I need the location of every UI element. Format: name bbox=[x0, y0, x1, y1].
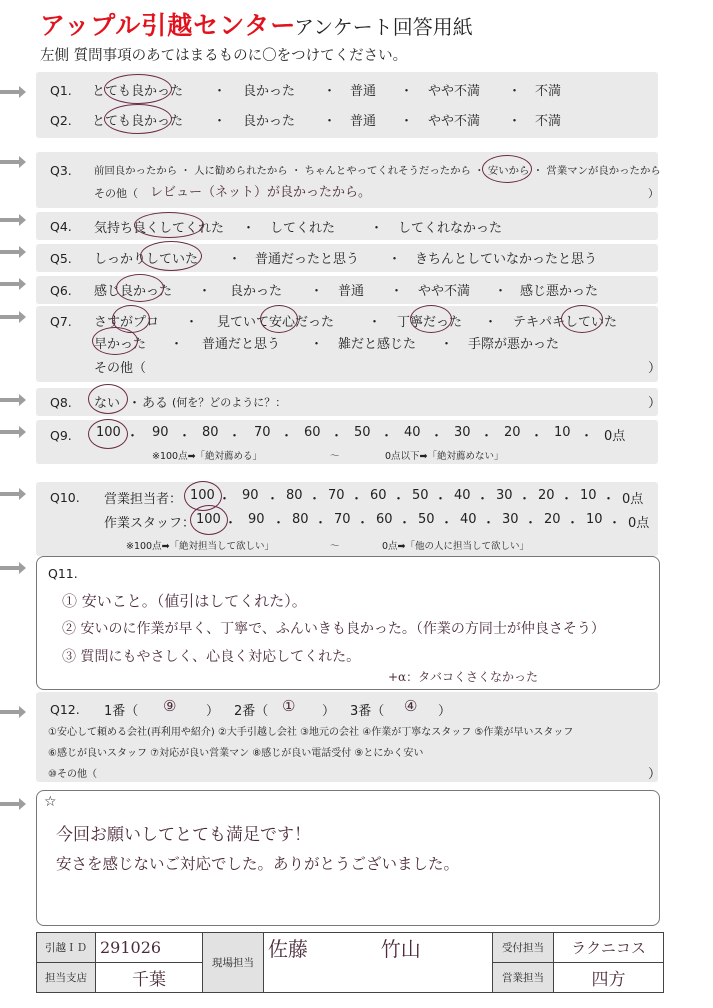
q10-staff-score[interactable]: 0点 bbox=[628, 516, 650, 531]
q6-label: Q6. bbox=[50, 283, 72, 298]
q8-prompt: (何を？どのように？： bbox=[172, 396, 287, 409]
q12-rank1-label: 1番（ bbox=[104, 704, 139, 719]
answer-circle bbox=[134, 212, 204, 238]
q1-option[interactable]: 普通 bbox=[350, 84, 377, 99]
q12-rank2-label: 2番（ bbox=[234, 704, 269, 719]
q4-option[interactable]: してくれた bbox=[270, 221, 336, 236]
q9-note-right: 0点以下➡「絶対薦めない」 bbox=[385, 451, 504, 462]
q12-label: Q12. bbox=[50, 702, 80, 717]
q11-answer-2: ② 安いのに作業が早く、丁寧で、ふんいきも良かった。（作業の方同士が仲良さそう） bbox=[62, 621, 605, 637]
margin-arrow-icon bbox=[0, 282, 20, 286]
brand-logo-text: アップル引越センター bbox=[40, 11, 297, 40]
q1-option[interactable]: やや不満 bbox=[428, 84, 481, 99]
site-staff-label: 現場担当 bbox=[203, 933, 264, 993]
q3-other-answer: レビュー（ネット）が良かったから。 bbox=[150, 185, 372, 200]
margin-arrow-icon bbox=[0, 802, 20, 806]
comment-line-2: 安さを感じないご対応でした。ありがとうございました。 bbox=[56, 855, 460, 873]
q10-label: Q10. bbox=[50, 490, 80, 505]
q10-sales-score[interactable]: 50 bbox=[412, 488, 429, 503]
margin-arrow-icon bbox=[0, 315, 20, 319]
q4-label: Q4. bbox=[50, 219, 72, 234]
answer-circle bbox=[260, 305, 298, 333]
q10-sales-score[interactable]: 20 bbox=[538, 488, 555, 503]
answer-circle bbox=[104, 74, 172, 104]
q10-sales-score[interactable]: 80 bbox=[286, 488, 303, 503]
q9-score[interactable]: 20 bbox=[504, 425, 521, 440]
margin-arrow-icon bbox=[0, 160, 20, 164]
q7-option[interactable]: 早かった bbox=[94, 337, 147, 352]
q11-answer-1: ① 安いこと。（値引はしてくれた）。 bbox=[62, 592, 307, 610]
q11-answer-4: +α：タバコくさくなかった bbox=[388, 670, 539, 684]
q12-rank3-answer: ④ bbox=[404, 697, 418, 715]
q10-staff-score[interactable]: 10 bbox=[586, 512, 603, 527]
q7-option[interactable]: 雑だと感じた bbox=[338, 337, 417, 352]
q8-option-nai[interactable]: ない bbox=[94, 396, 121, 411]
margin-arrow-icon bbox=[0, 492, 20, 496]
q5-option[interactable]: 普通だったと思う bbox=[255, 252, 360, 267]
answer-circle bbox=[190, 505, 228, 535]
margin-arrow-icon bbox=[0, 90, 20, 94]
q12-rank3-close: ） bbox=[438, 704, 452, 719]
q3-options[interactable]: 前回良かったから ・ 人に勧められたから ・ ちゃんとやってくれそうだったから ・ 安いから ・ 営業マンが良かったから bbox=[94, 165, 661, 177]
q9-score[interactable]: 50 bbox=[354, 425, 371, 440]
q10-note-mid: 〜 bbox=[330, 541, 340, 552]
q11-label: Q11. bbox=[48, 566, 78, 581]
q7-other-label: その他（ bbox=[94, 361, 147, 376]
q10-staff-score[interactable]: 100 bbox=[196, 512, 221, 527]
q10-sales-score[interactable]: 30 bbox=[496, 488, 513, 503]
comment-line-1: 今回お願いしてとても満足です！ bbox=[56, 825, 311, 845]
q3-label: Q3. bbox=[50, 163, 72, 178]
q8-option-aru[interactable]: ある bbox=[142, 396, 169, 411]
margin-arrow-icon bbox=[0, 218, 20, 222]
move-id-value: 291026 bbox=[96, 933, 203, 963]
q11-answer-3: ③ 質問にもやさしく、心良く対応してくれた。 bbox=[62, 649, 361, 665]
q9-score[interactable]: 100 bbox=[96, 425, 121, 440]
q12-rank3-label: 3番（ bbox=[350, 704, 385, 719]
q7-option[interactable]: さすがプロ bbox=[94, 315, 160, 330]
site-staff-value-1: 佐藤 bbox=[268, 937, 308, 961]
answer-circle bbox=[104, 104, 172, 134]
q7-option[interactable]: 手際が悪かった bbox=[468, 337, 560, 352]
q9-score[interactable]: 60 bbox=[304, 425, 321, 440]
q10-staff-label: 作業スタッフ： bbox=[104, 516, 196, 531]
q3-other-label: その他（ bbox=[94, 187, 138, 200]
margin-arrow-icon bbox=[0, 250, 20, 254]
q10-staff-score[interactable]: 90 bbox=[248, 512, 265, 527]
q2-option[interactable]: 普通 bbox=[350, 114, 377, 129]
q12-rank2-close: ） bbox=[322, 704, 336, 719]
q1-option[interactable]: 良かった bbox=[243, 84, 296, 99]
q10-sales-label: 営業担当者： bbox=[104, 492, 183, 507]
answer-circle bbox=[116, 274, 164, 302]
q5-label: Q5. bbox=[50, 251, 72, 266]
office-use-table bbox=[36, 932, 664, 993]
q2-option[interactable]: 良かった bbox=[243, 114, 296, 129]
q7-option[interactable]: 見ていて安心だった bbox=[217, 315, 335, 330]
q10-sales-score[interactable]: 60 bbox=[370, 488, 387, 503]
sales-staff-label: 営業担当 bbox=[493, 963, 554, 993]
q10-note-left: ※100点➡「絶対担当して欲しい」 bbox=[126, 541, 275, 552]
instruction-text: 左側 質問事項のあてはまるものに〇をつけてください。 bbox=[40, 48, 408, 64]
answer-circle bbox=[482, 155, 532, 183]
q9-note-mid: 〜 bbox=[330, 451, 340, 462]
answer-circle bbox=[561, 305, 603, 333]
q12-other-close: ） bbox=[648, 767, 662, 782]
q9-score[interactable]: 10 bbox=[554, 425, 571, 440]
q2-option[interactable]: やや不満 bbox=[428, 114, 481, 129]
q10-sales-score[interactable]: 40 bbox=[454, 488, 471, 503]
form-title: アンケート回答用紙 bbox=[294, 15, 473, 39]
q9-score[interactable]: 90 bbox=[152, 425, 169, 440]
q2-label: Q2. bbox=[50, 113, 72, 128]
q9-label: Q9. bbox=[50, 428, 72, 443]
branch-label: 担当支店 bbox=[37, 963, 96, 993]
answer-circle bbox=[88, 384, 128, 414]
q6-option[interactable]: やや不満 bbox=[418, 284, 471, 299]
margin-arrow-icon bbox=[0, 566, 20, 570]
answer-circle bbox=[92, 327, 138, 355]
q10-staff-score[interactable]: 60 bbox=[376, 512, 393, 527]
q5-option[interactable]: きちんとしていなかったと思う bbox=[415, 252, 598, 267]
q9-note-left: ※100点➡「絶対薦める」 bbox=[152, 451, 263, 462]
q6-option[interactable]: 感じ良かった bbox=[94, 284, 173, 299]
margin-arrow-icon bbox=[0, 398, 20, 402]
q4-option[interactable]: 気持ち良くしてくれた bbox=[94, 221, 225, 236]
q1-option[interactable]: とても良かった bbox=[92, 84, 184, 99]
q2-option[interactable]: とても良かった bbox=[92, 114, 184, 129]
q10-sales-score[interactable]: 90 bbox=[242, 488, 259, 503]
sales-staff-value: 四方 bbox=[554, 963, 664, 993]
q7-option[interactable]: 普通だと思う bbox=[202, 337, 281, 352]
q7-option[interactable]: 丁寧だった bbox=[397, 315, 463, 330]
margin-arrow-icon bbox=[0, 430, 20, 434]
q12-rank2-answer: ① bbox=[282, 697, 296, 715]
q9-score[interactable]: 70 bbox=[254, 425, 271, 440]
q7-label: Q7. bbox=[50, 314, 72, 329]
q8-label: Q8. bbox=[50, 395, 72, 410]
q12-rank1-answer: ⑨ bbox=[163, 697, 177, 715]
answer-circle bbox=[88, 419, 128, 449]
q10-staff-score[interactable]: 50 bbox=[418, 512, 435, 527]
move-id-label: 引越ＩＤ bbox=[37, 933, 96, 963]
margin-arrow-icon bbox=[0, 710, 20, 714]
q5-option[interactable]: しっかりしていた bbox=[94, 252, 199, 267]
q6-option[interactable]: 良かった bbox=[230, 284, 283, 299]
answer-circle bbox=[140, 241, 202, 271]
q10-staff-score[interactable]: 30 bbox=[502, 512, 519, 527]
reception-value: ラクニコス bbox=[554, 933, 664, 963]
q2-option[interactable]: 不満 bbox=[535, 114, 562, 129]
q9-score[interactable]: 80 bbox=[202, 425, 219, 440]
q10-sales-score[interactable]: 10 bbox=[580, 488, 597, 503]
q12-choices-line3: ⑩その他（ bbox=[48, 769, 97, 780]
site-staff-value-2: 竹山 bbox=[380, 937, 421, 961]
q1-option[interactable]: 不満 bbox=[535, 84, 562, 99]
q1-label: Q1. bbox=[50, 83, 72, 98]
q10-note-right: 0点➡「他の人に担当して欲しい」 bbox=[382, 541, 530, 552]
star-icon: ☆ bbox=[44, 794, 57, 810]
q7-other-close: ） bbox=[648, 361, 662, 376]
reception-label: 受付担当 bbox=[493, 933, 554, 963]
q3-other-close: ） bbox=[648, 187, 659, 200]
q9-score[interactable]: 40 bbox=[404, 425, 421, 440]
q9-score[interactable]: 30 bbox=[454, 425, 471, 440]
q10-staff-score[interactable]: 20 bbox=[544, 512, 561, 527]
q10-staff-score[interactable]: 70 bbox=[334, 512, 351, 527]
q12-choices-line1: ①安心して頼める会社(再利用や紹介) ②大手引越し会社 ③地元の会社 ④作業が丁寧なスタッフ ⑤作業が早いスタッフ bbox=[48, 727, 574, 738]
q12-choices-line2: ⑥感じが良いスタッフ ⑦対応が良い営業マン ⑧感じが良い電話受付 ⑨とにかく安い bbox=[48, 748, 424, 759]
q6-option[interactable]: 普通 bbox=[338, 284, 365, 299]
q6-option[interactable]: 感じ悪かった bbox=[520, 284, 599, 299]
q12-rank1-close: ） bbox=[206, 704, 220, 719]
q10-staff-score[interactable]: 40 bbox=[460, 512, 477, 527]
answer-circle bbox=[410, 305, 452, 333]
q7-option[interactable]: テキパキしていた bbox=[513, 315, 618, 330]
q10-sales-score[interactable]: 0点 bbox=[622, 492, 644, 507]
q4-option[interactable]: してくれなかった bbox=[398, 221, 503, 236]
branch-value: 千葉 bbox=[96, 963, 203, 993]
q10-staff-score[interactable]: 80 bbox=[292, 512, 309, 527]
q8-close: ） bbox=[648, 396, 662, 411]
q10-sales-score[interactable]: 70 bbox=[328, 488, 345, 503]
q10-sales-score[interactable]: 100 bbox=[190, 488, 215, 503]
q9-score[interactable]: 0点 bbox=[604, 429, 626, 444]
